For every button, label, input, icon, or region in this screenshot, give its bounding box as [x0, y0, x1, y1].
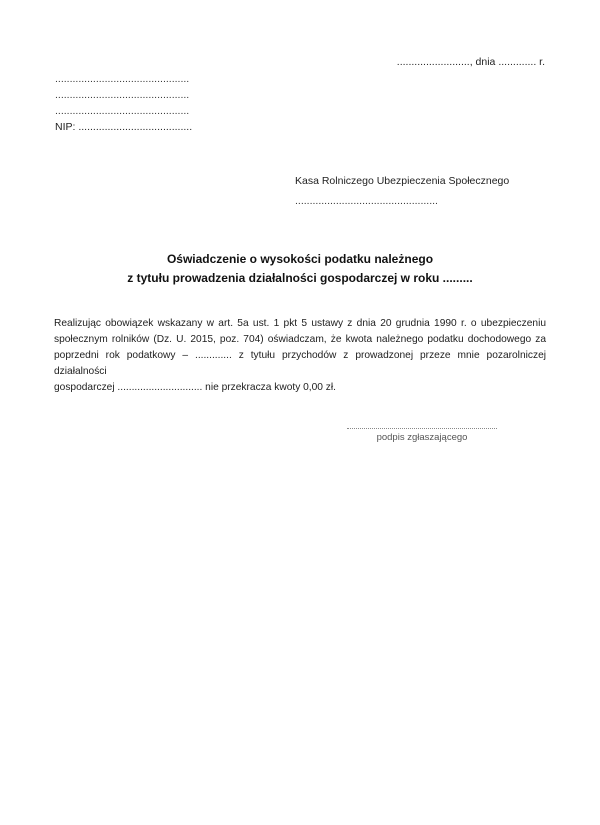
recipient-fill-in-line: ................................................. [295, 195, 438, 207]
document-title-line1: Oświadczenie o wysokości podatku należnego [166, 252, 434, 266]
body-line: gospodarczej .............................. nie przekracza kwoty 0,00 zł. [54, 382, 336, 393]
nip-fill-in-line: NIP: ....................................... [55, 121, 193, 133]
sender-block [55, 71, 192, 135]
sender-fill-in-line: .............................................. [55, 73, 190, 85]
signature-label: podpis zgłaszającego [376, 432, 468, 443]
body-line: poprzedni rok podatkowy – ............. z tytułu przychodów z prowadzonej przeze mnie pozarolniczej działalności [54, 350, 546, 377]
sender-fill-in-line: .............................................. [55, 89, 190, 101]
signature-line [347, 428, 497, 429]
date-fill-in-line: ........................., dnia ............. r. [396, 56, 545, 68]
recipient-name: Kasa Rolniczego Ubezpieczenia Społecznego [295, 175, 510, 187]
document-title [0, 250, 600, 288]
document-title-line2: z tytułu prowadzenia działalności gospodarczej w roku ......... [127, 271, 473, 285]
sender-fill-in-line: .............................................. [55, 105, 190, 117]
signature-block [347, 428, 497, 443]
recipient-block [295, 175, 509, 208]
body-line: Realizując obowiązek wskazany w art. 5a ust. 1 pkt 5 ustawy z dnia 20 grudnia 1990 r. o ubezpieczeniu [54, 318, 546, 329]
body-line: społecznym rolników (Dz. U. 2015, poz. 704) oświadczam, że kwota należnego podatku dochodowego za [54, 334, 546, 345]
body-paragraph [54, 316, 546, 396]
